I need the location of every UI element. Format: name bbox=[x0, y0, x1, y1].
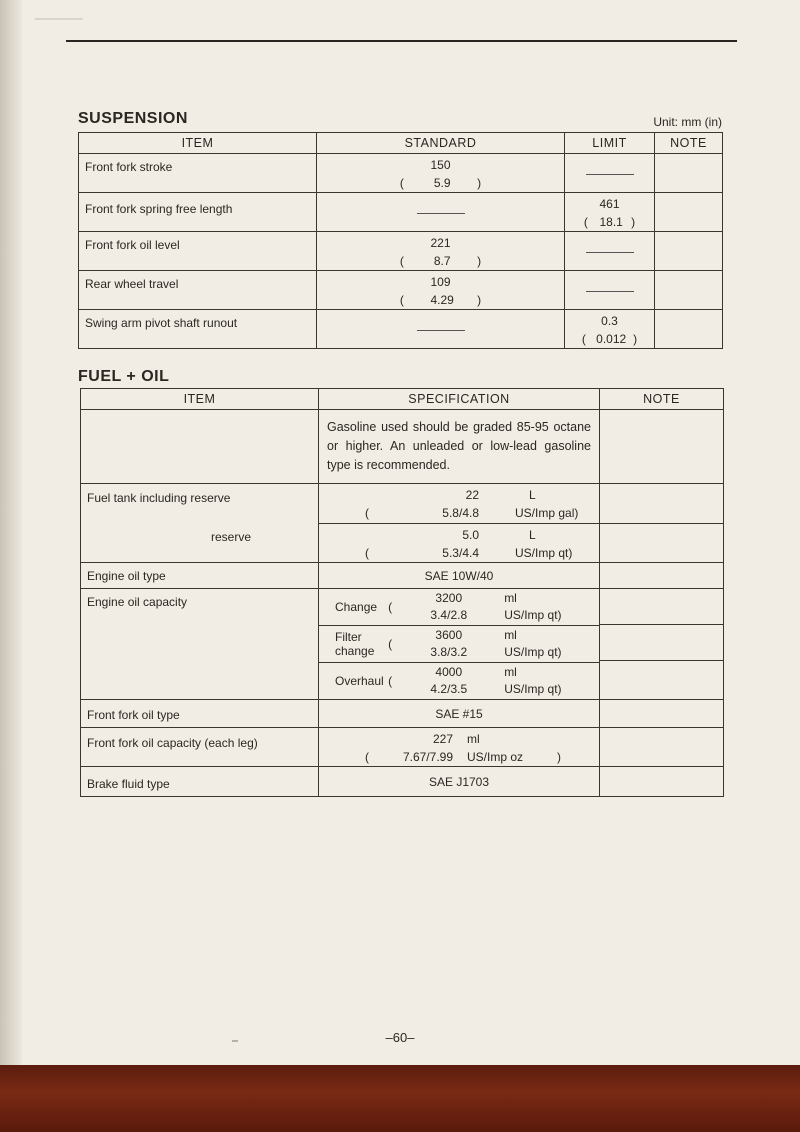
reserve-unit: L bbox=[529, 528, 536, 542]
standard-mm: 150 bbox=[430, 158, 451, 172]
note-cell bbox=[600, 700, 724, 728]
limit-value bbox=[565, 232, 655, 271]
limit-value bbox=[565, 271, 655, 310]
header-item: ITEM bbox=[79, 133, 317, 154]
table-row bbox=[81, 700, 724, 728]
row-item-label: Front fork oil type bbox=[81, 700, 319, 728]
limit-inch: ( 18.1 ) bbox=[583, 215, 636, 229]
brake-fluid-value: SAE J1703 bbox=[319, 767, 600, 797]
standard-value bbox=[317, 154, 565, 193]
engine-oil-type-value: SAE 10W/40 bbox=[319, 563, 600, 589]
note-cell bbox=[600, 563, 724, 589]
capacity-values: 3600 3.8/3.2 bbox=[430, 628, 468, 659]
fuel-oil-table bbox=[80, 388, 724, 797]
empty-dash bbox=[417, 330, 465, 331]
table-row bbox=[81, 589, 724, 700]
limit-mm: 0.3 bbox=[601, 314, 618, 328]
row-item-label: Brake fluid type bbox=[81, 767, 319, 797]
note-cell bbox=[655, 193, 723, 232]
capacity-label: Change bbox=[335, 600, 378, 614]
table-row bbox=[79, 271, 723, 310]
suspension-title: SUSPENSION bbox=[78, 110, 188, 127]
limit-value bbox=[565, 193, 655, 232]
table-row bbox=[81, 728, 724, 767]
capacity-values: 3200 3.4/2.8 bbox=[430, 591, 468, 622]
capacity-subrow: Change ( 3200 3.4/2.8 ml US/Imp qt) bbox=[319, 589, 599, 626]
note-cell bbox=[600, 410, 724, 484]
table-row bbox=[79, 193, 723, 232]
capacity-subrow: Overhaul ( 4000 4.2/3.5 ml US/Imp qt) bbox=[319, 663, 599, 699]
fuel-oil-title: FUEL + OIL bbox=[78, 368, 170, 385]
empty-dash bbox=[586, 174, 634, 175]
standard-value bbox=[317, 193, 565, 232]
table-row bbox=[81, 563, 724, 589]
capacity-units: ml US/Imp qt) bbox=[504, 665, 562, 696]
limit-mm: 461 bbox=[599, 197, 620, 211]
standard-inch: ( 4.29 ) bbox=[399, 293, 482, 307]
empty-dash bbox=[417, 213, 465, 214]
note-cell bbox=[600, 728, 724, 767]
note-cell bbox=[600, 484, 724, 563]
header-note: NOTE bbox=[655, 133, 723, 154]
note-cell bbox=[655, 271, 723, 310]
standard-value bbox=[317, 232, 565, 271]
gasoline-note: Gasoline used should be graded 85-95 octane or higher. An unleaded or low-lead gasoline type is recommended. bbox=[319, 410, 600, 484]
empty-dash bbox=[586, 291, 634, 292]
fuel-tank-total: 22 L ( 5.8/4.8 US/Imp gal) bbox=[319, 484, 599, 524]
standard-inch: ( 5.9 ) bbox=[399, 176, 482, 190]
fuel-tank-spec bbox=[319, 484, 600, 563]
note-cell bbox=[655, 232, 723, 271]
reserve-value: 5.0 bbox=[462, 528, 479, 542]
note-cell bbox=[600, 589, 724, 700]
row-item-label: Front fork spring free length bbox=[79, 193, 317, 232]
fork-oil-type-value: SAE #15 bbox=[319, 700, 600, 728]
capacity-units: ml US/Imp qt) bbox=[504, 628, 562, 659]
table-row bbox=[79, 310, 723, 349]
reserve-label: reserve bbox=[211, 530, 252, 544]
header-limit: LIMIT bbox=[565, 133, 655, 154]
row-item-label: Front fork oil level bbox=[79, 232, 317, 271]
reserve-alt: 5.3/4.4 bbox=[442, 546, 479, 560]
fuel-tank-label: Fuel tank including reserve bbox=[87, 491, 231, 505]
fuel-tank-item bbox=[81, 484, 319, 563]
limit-inch: ( 0.012 ) bbox=[581, 332, 638, 346]
header-specification: SPECIFICATION bbox=[319, 389, 600, 410]
total-alt-unit: US/Imp gal) bbox=[515, 506, 579, 520]
row-item-label: Front fork stroke bbox=[79, 154, 317, 193]
limit-value bbox=[565, 154, 655, 193]
empty-dash bbox=[586, 252, 634, 253]
row-item-label: Swing arm pivot shaft runout bbox=[79, 310, 317, 349]
limit-value bbox=[565, 310, 655, 349]
standard-mm: 221 bbox=[430, 236, 451, 250]
standard-inch: ( 8.7 ) bbox=[399, 254, 482, 268]
header-note: NOTE bbox=[600, 389, 724, 410]
background-surface bbox=[0, 1065, 800, 1132]
page-binding-shadow bbox=[0, 0, 22, 1132]
capacity-units: ml US/Imp qt) bbox=[504, 591, 562, 622]
header-standard: STANDARD bbox=[317, 133, 565, 154]
suspension-header-row bbox=[79, 133, 723, 154]
fuel-header-row bbox=[81, 389, 724, 410]
row-item-label: Front fork oil capacity (each leg) bbox=[81, 728, 319, 767]
table-row bbox=[81, 410, 724, 484]
fuel-tank-reserve: 5.0 L ( 5.3/4.4 US/Imp qt) bbox=[319, 524, 599, 562]
row-item-label: Engine oil type bbox=[81, 563, 319, 589]
total-alt: 5.8/4.8 bbox=[442, 506, 479, 520]
capacity-label: Overhaul bbox=[335, 674, 384, 688]
fork-oil-capacity-value: 227 ml ( 7.67/7.99 US/Imp oz ) bbox=[319, 728, 600, 767]
table-row bbox=[79, 232, 723, 271]
page-number: –60– bbox=[385, 1030, 415, 1045]
table-row bbox=[79, 154, 723, 193]
page-corner-fold bbox=[34, 0, 94, 20]
reserve-alt-unit: US/Imp qt) bbox=[515, 546, 573, 560]
engine-oil-capacity-spec bbox=[319, 589, 600, 700]
standard-value bbox=[317, 271, 565, 310]
unit-note: Unit: mm (in) bbox=[653, 115, 722, 129]
total-value: 22 bbox=[465, 488, 479, 502]
table-row bbox=[81, 767, 724, 797]
header-item: ITEM bbox=[81, 389, 319, 410]
capacity-label: Filter change bbox=[335, 630, 375, 658]
total-unit: L bbox=[529, 488, 536, 502]
header-rule bbox=[66, 40, 737, 42]
note-cell bbox=[655, 310, 723, 349]
note-cell bbox=[600, 767, 724, 797]
capacity-subrow: Filter change ( 3600 3.8/3.2 ml US/Imp qt) bbox=[319, 626, 599, 663]
row-item-label: Engine oil capacity bbox=[81, 589, 319, 700]
standard-mm: 109 bbox=[430, 275, 451, 289]
capacity-values: 4000 4.2/3.5 bbox=[430, 665, 468, 696]
table-row bbox=[81, 484, 724, 563]
note-cell bbox=[655, 154, 723, 193]
empty-item-cell bbox=[81, 410, 319, 484]
row-item-label: Rear wheel travel bbox=[79, 271, 317, 310]
suspension-table bbox=[78, 132, 723, 349]
standard-value bbox=[317, 310, 565, 349]
